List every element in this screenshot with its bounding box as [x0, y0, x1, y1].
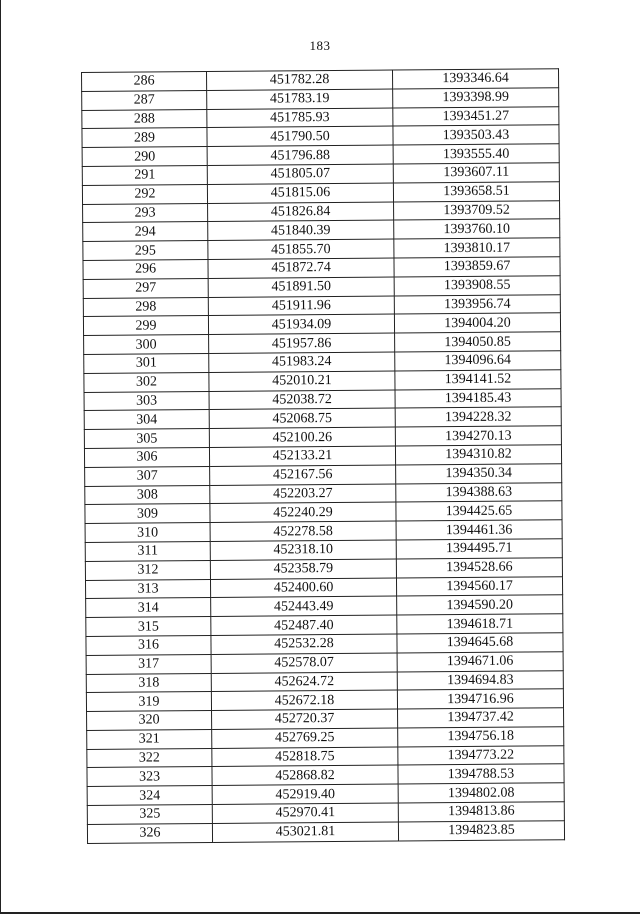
point-number-cell: 289: [82, 128, 207, 148]
x-coordinate-cell: 452240.29: [210, 502, 396, 522]
y-coordinate-cell: 1394495.71: [396, 539, 562, 559]
y-coordinate-cell: 1394425.65: [396, 501, 562, 521]
x-coordinate-cell: 452919.40: [212, 784, 398, 804]
x-coordinate-cell: 451891.50: [208, 277, 394, 297]
x-coordinate-cell: 452487.40: [211, 615, 397, 635]
y-coordinate-cell: 1394350.34: [396, 463, 562, 483]
point-number-cell: 287: [82, 90, 207, 110]
y-coordinate-cell: 1393908.55: [394, 276, 560, 296]
point-number-cell: 325: [87, 805, 212, 825]
y-coordinate-cell: 1394813.86: [398, 802, 564, 822]
point-number-cell: 321: [87, 729, 212, 749]
x-coordinate-cell: 452400.60: [210, 578, 396, 598]
y-coordinate-cell: 1393451.27: [393, 106, 559, 126]
point-number-cell: 297: [83, 278, 208, 298]
y-coordinate-cell: 1394823.85: [398, 821, 564, 841]
x-coordinate-cell: 451826.84: [208, 202, 394, 222]
x-coordinate-cell: 451872.74: [208, 258, 394, 278]
y-coordinate-cell: 1393503.43: [393, 125, 559, 145]
x-coordinate-cell: 451805.07: [207, 164, 393, 184]
point-number-cell: 288: [82, 109, 207, 129]
y-coordinate-cell: 1394185.43: [395, 388, 561, 408]
x-coordinate-cell: 451783.19: [207, 89, 393, 109]
x-coordinate-cell: 452443.49: [211, 596, 397, 616]
y-coordinate-cell: 1394560.17: [396, 576, 562, 596]
y-coordinate-cell: 1393709.52: [394, 200, 560, 220]
x-coordinate-cell: 451840.39: [208, 220, 394, 240]
point-number-cell: 311: [85, 541, 210, 561]
x-coordinate-cell: 452624.72: [211, 672, 397, 692]
x-coordinate-cell: 452038.72: [209, 390, 395, 410]
x-coordinate-cell: 452100.26: [209, 427, 395, 447]
y-coordinate-cell: 1393607.11: [393, 163, 559, 183]
x-coordinate-cell: 452278.58: [210, 521, 396, 541]
point-number-cell: 304: [84, 410, 209, 430]
x-coordinate-cell: 452672.18: [211, 690, 397, 710]
x-coordinate-cell: 452532.28: [211, 634, 397, 654]
point-number-cell: 306: [84, 447, 209, 467]
y-coordinate-cell: 1393346.64: [392, 69, 558, 89]
point-number-cell: 314: [86, 598, 211, 618]
y-coordinate-cell: 1394310.82: [395, 445, 561, 465]
y-coordinate-cell: 1394618.71: [397, 614, 563, 634]
y-coordinate-cell: 1394590.20: [397, 595, 563, 615]
x-coordinate-cell: 452068.75: [209, 408, 395, 428]
point-number-cell: 313: [85, 579, 210, 599]
y-coordinate-cell: 1394388.63: [396, 482, 562, 502]
y-coordinate-cell: 1393398.99: [393, 88, 559, 108]
x-coordinate-cell: 451983.24: [209, 352, 395, 372]
y-coordinate-cell: 1393810.17: [394, 238, 560, 258]
point-number-cell: 312: [85, 560, 210, 580]
table-row: [87, 821, 564, 844]
x-coordinate-cell: 452318.10: [210, 540, 396, 560]
page-number: 183: [309, 38, 331, 53]
x-coordinate-cell: 451782.28: [207, 70, 393, 90]
y-coordinate-cell: 1394228.32: [395, 407, 561, 427]
y-coordinate-cell: 1394671.06: [397, 651, 563, 671]
x-coordinate-cell: 452203.27: [210, 484, 396, 504]
y-coordinate-cell: 1393658.51: [393, 182, 559, 202]
point-number-cell: 317: [86, 654, 211, 674]
x-coordinate-cell: 452010.21: [209, 371, 395, 391]
point-number-cell: 290: [82, 147, 207, 167]
y-coordinate-cell: 1393760.10: [394, 219, 560, 239]
y-coordinate-cell: 1394141.52: [395, 369, 561, 389]
y-coordinate-cell: 1393956.74: [394, 294, 560, 314]
point-number-cell: 301: [84, 353, 209, 373]
y-coordinate-cell: 1394773.22: [398, 745, 564, 765]
point-number-cell: 291: [82, 165, 207, 185]
point-number-cell: 294: [83, 222, 208, 242]
y-coordinate-cell: 1394528.66: [396, 557, 562, 577]
x-coordinate-cell: 452720.37: [212, 709, 398, 729]
x-coordinate-cell: 451815.06: [207, 183, 393, 203]
point-number-cell: 323: [87, 767, 212, 787]
x-coordinate-cell: 452167.56: [210, 465, 396, 485]
y-coordinate-cell: 1394004.20: [394, 313, 560, 333]
y-coordinate-cell: 1394645.68: [397, 633, 563, 653]
x-coordinate-cell: 453021.81: [212, 822, 398, 842]
x-coordinate-cell: 452578.07: [211, 653, 397, 673]
y-coordinate-cell: 1394050.85: [395, 332, 561, 352]
x-coordinate-cell: 452133.21: [209, 446, 395, 466]
y-coordinate-cell: 1394270.13: [395, 426, 561, 446]
point-number-cell: 324: [87, 786, 212, 806]
point-number-cell: 316: [86, 635, 211, 655]
point-number-cell: 310: [85, 523, 210, 543]
point-number-cell: 315: [86, 617, 211, 637]
y-coordinate-cell: 1394096.64: [395, 351, 561, 371]
point-number-cell: 296: [83, 259, 208, 279]
point-number-cell: 286: [82, 72, 207, 92]
y-coordinate-cell: 1394737.42: [398, 708, 564, 728]
x-coordinate-cell: 451796.88: [207, 145, 393, 165]
x-coordinate-cell: 452970.41: [212, 803, 398, 823]
x-coordinate-cell: 451934.09: [208, 314, 394, 334]
y-coordinate-cell: 1393859.67: [394, 257, 560, 277]
y-coordinate-cell: 1394756.18: [398, 727, 564, 747]
x-coordinate-cell: 452868.82: [212, 766, 398, 786]
point-number-cell: 302: [84, 372, 209, 392]
point-number-cell: 309: [85, 504, 210, 524]
y-coordinate-cell: 1394802.08: [398, 783, 564, 803]
point-number-cell: 319: [86, 692, 211, 712]
y-coordinate-cell: 1394461.36: [396, 520, 562, 540]
coordinate-table: [81, 68, 565, 843]
x-coordinate-cell: 452769.25: [212, 728, 398, 748]
x-coordinate-cell: 452818.75: [212, 747, 398, 767]
y-coordinate-cell: 1394694.83: [397, 670, 563, 690]
point-number-cell: 322: [87, 748, 212, 768]
y-coordinate-cell: 1394788.53: [398, 764, 564, 784]
point-number-cell: 300: [84, 335, 209, 355]
point-number-cell: 298: [83, 297, 208, 317]
point-number-cell: 320: [87, 711, 212, 731]
point-number-cell: 299: [83, 316, 208, 336]
point-number-cell: 318: [86, 673, 211, 693]
point-number-cell: 308: [85, 485, 210, 505]
x-coordinate-cell: 451790.50: [207, 126, 393, 146]
y-coordinate-cell: 1394716.96: [397, 689, 563, 709]
coordinate-table-body: [82, 69, 565, 843]
point-number-cell: 295: [83, 241, 208, 261]
x-coordinate-cell: 451785.93: [207, 108, 393, 128]
point-number-cell: 307: [85, 466, 210, 486]
x-coordinate-cell: 451911.96: [208, 296, 394, 316]
point-number-cell: 292: [82, 184, 207, 204]
point-number-cell: 305: [84, 429, 209, 449]
x-coordinate-cell: 451855.70: [208, 239, 394, 259]
x-coordinate-cell: 451957.86: [209, 333, 395, 353]
point-number-cell: 293: [83, 203, 208, 223]
y-coordinate-cell: 1393555.40: [393, 144, 559, 164]
point-number-cell: 326: [87, 823, 212, 843]
x-coordinate-cell: 452358.79: [210, 559, 396, 579]
point-number-cell: 303: [84, 391, 209, 411]
